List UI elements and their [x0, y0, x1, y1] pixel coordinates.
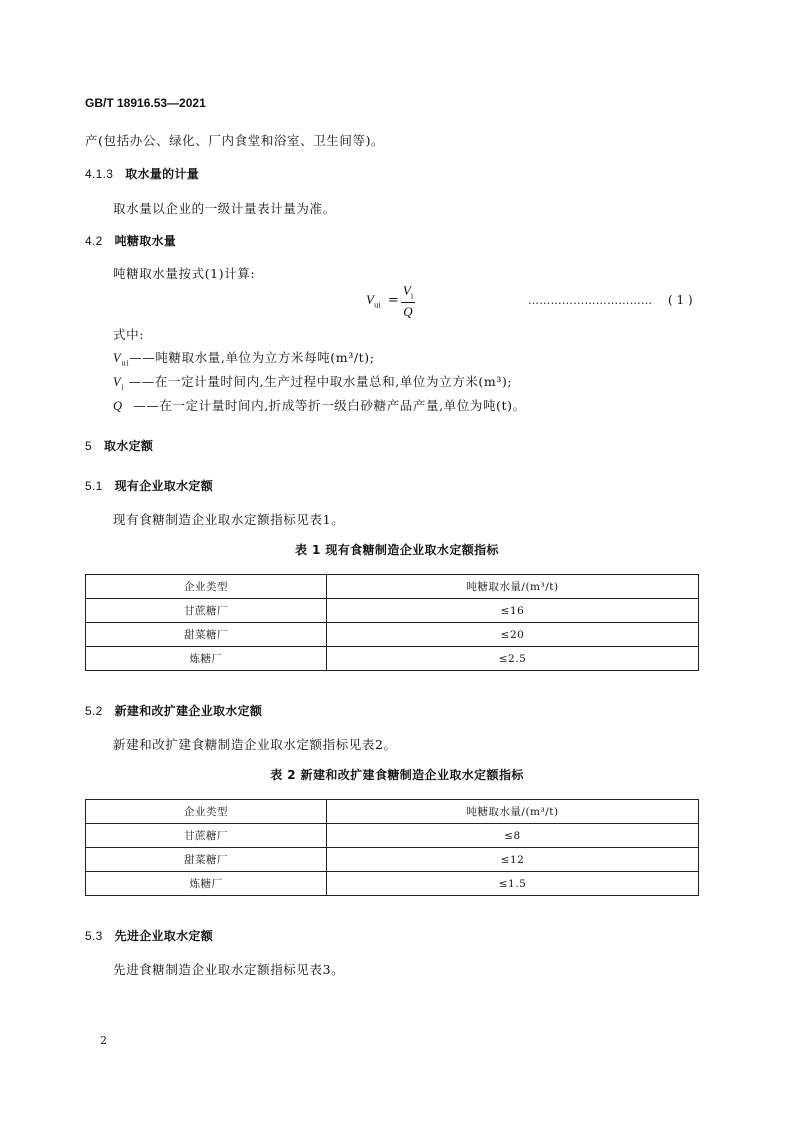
table-cell: ≤16 [327, 599, 699, 623]
heading-title: 取水量的计量 [125, 167, 200, 181]
table-header-row [86, 575, 699, 599]
table-row [86, 824, 699, 848]
table2 [85, 799, 699, 896]
heading-number: 4.1.3 [85, 167, 114, 181]
formula-number: ( 1 ) [668, 293, 693, 307]
heading-4-2 [85, 232, 176, 249]
table-row [86, 647, 699, 671]
table-cell: ≤1.5 [327, 872, 699, 896]
table-header-cell: 企业类型 [86, 575, 327, 599]
table-cell: 甘蔗糖厂 [86, 599, 327, 623]
formula-numerator: $V_i$ [402, 283, 414, 301]
table-header-cell: 吨糖取水量/(m³/t) [327, 575, 699, 599]
paragraph-5-1: 现有食糖制造企业取水定额指标见表1。 [113, 512, 345, 527]
formula-lhs: $V_{ui}$ = [366, 292, 399, 310]
paragraph-continuation: 产(包括办公、绿化、厂内食堂和浴室、卫生间等)。 [85, 133, 385, 148]
heading-title: 吨糖取水量 [114, 234, 177, 248]
page-number: 2 [100, 1034, 107, 1047]
heading-number: 5 [85, 439, 92, 453]
heading-number: 4.2 [85, 234, 103, 248]
heading-5-2 [85, 702, 262, 719]
paragraph-5-2: 新建和改扩建食糖制造企业取水定额指标见表2。 [113, 737, 397, 752]
table1-caption: 表 1 现有食糖制造企业取水定额指标 [295, 543, 499, 557]
table1 [85, 574, 699, 671]
heading-4-1-3 [85, 165, 199, 182]
table-cell: ≤20 [327, 623, 699, 647]
fraction-bar [401, 302, 415, 303]
heading-title: 现有企业取水定额 [114, 479, 213, 493]
formula-fraction [396, 283, 420, 320]
heading-title: 新建和改扩建企业取水定额 [114, 704, 263, 718]
standard-code: GB/T 18916.53—2021 [85, 96, 206, 110]
heading-number: 5.1 [85, 479, 103, 493]
heading-5-1 [85, 477, 213, 494]
formula-denominator: Q [403, 303, 413, 319]
definition-q: Q ——在一定计量时间内,折成等折一级白砂糖产品产量,单位为吨(t)。 [113, 398, 526, 413]
definition-vui: $V_{ui}——$吨糖取水量,单位为立方米每吨(m³/t); [113, 350, 375, 368]
where-label: 式中: [113, 327, 145, 342]
table-row [86, 623, 699, 647]
table-row [86, 848, 699, 872]
heading-5 [85, 437, 153, 454]
table-header-cell: 企业类型 [86, 800, 327, 824]
definition-vi: $V_i$ ——在一定计量时间内,生产过程中取水量总和,单位为立方米(m³); [113, 374, 513, 392]
formula-leader: …………………………… [528, 294, 653, 307]
table-header-cell: 吨糖取水量/(m³/t) [327, 800, 699, 824]
table2-caption: 表 2 新建和改扩建食糖制造企业取水定额指标 [270, 768, 524, 782]
table-header-row [86, 800, 699, 824]
table-row [86, 599, 699, 623]
paragraph-4-2: 吨糖取水量按式(1)计算: [113, 266, 256, 281]
table-cell: 甜菜糖厂 [86, 848, 327, 872]
heading-5-3 [85, 927, 213, 944]
heading-number: 5.3 [85, 929, 103, 943]
table-cell: ≤8 [327, 824, 699, 848]
paragraph-5-3: 先进食糖制造企业取水定额指标见表3。 [113, 962, 345, 977]
heading-title: 取水定额 [103, 439, 154, 453]
table-cell: ≤2.5 [327, 647, 699, 671]
table-row [86, 872, 699, 896]
heading-title: 先进企业取水定额 [114, 929, 213, 943]
table-cell: 甜菜糖厂 [86, 623, 327, 647]
table-cell: 炼糖厂 [86, 872, 327, 896]
table-cell: 甘蔗糖厂 [86, 824, 327, 848]
paragraph-4-1-3: 取水量以企业的一级计量表计量为准。 [113, 201, 336, 216]
heading-number: 5.2 [85, 704, 103, 718]
table-cell: ≤12 [327, 848, 699, 872]
table-cell: 炼糖厂 [86, 647, 327, 671]
